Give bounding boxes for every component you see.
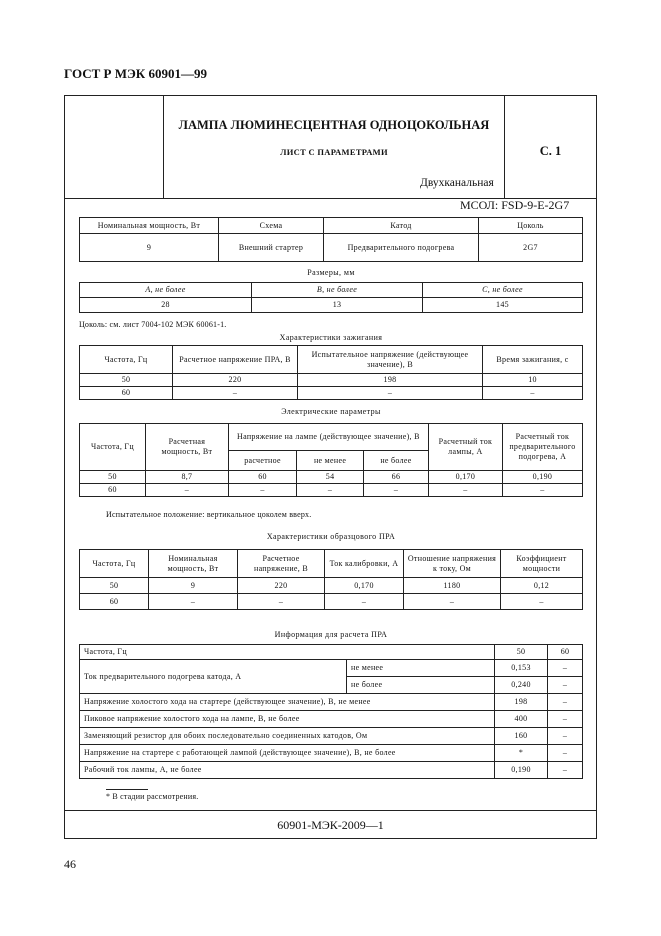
table-cell: Внешний стартер [219, 234, 324, 262]
table-header: Ток калибровки, А [325, 550, 404, 578]
table-cell: – [297, 484, 364, 497]
table-cell: 400 [495, 711, 548, 728]
table-header: Номинальная мощность, Вт [149, 550, 238, 578]
table-cell: – [548, 711, 583, 728]
table-row-label: не более [347, 677, 495, 694]
table-cell: 145 [423, 298, 583, 313]
table-header: Расчетный ток лампы, А [428, 424, 502, 471]
dim-a-header: A, не более [145, 285, 186, 294]
table-cell: – [173, 387, 298, 400]
lamp-type-label: Двухканальная [420, 177, 494, 189]
table-header [80, 283, 252, 298]
table-cell: – [548, 660, 583, 677]
table-cell: – [238, 594, 325, 610]
table-cell: 0,170 [325, 578, 404, 594]
table-cell: 1180 [404, 578, 501, 594]
table-header: расчетное [228, 451, 296, 471]
table-header: Расчетное напряжение ПРА, В [173, 346, 298, 374]
table-cell: – [298, 387, 483, 400]
table-cell: 54 [297, 471, 364, 484]
table-cell: 0,153 [495, 660, 548, 677]
table-header: Катод [324, 218, 479, 234]
table-cell: – [428, 484, 502, 497]
table-header: Расчетная мощность, Вт [145, 424, 228, 471]
table-row-label: Пиковое напряжение холостого хода на лампе, В, не более [80, 711, 495, 728]
table-cell: 28 [80, 298, 252, 313]
msol-code: МСОЛ: FSD-9-E-2G7 [460, 198, 570, 212]
table-cell: – [404, 594, 501, 610]
table-cell: – [325, 594, 404, 610]
table-row-label: Рабочий ток лампы, А, не более [80, 762, 495, 779]
table-header: Частота, Гц [80, 550, 149, 578]
footer-divider [64, 810, 597, 811]
table-row-label: Напряжение холостого хода на стартере (действующее значение), В, не менее [80, 694, 495, 711]
ballast-info-table [79, 644, 583, 779]
table-header: не менее [297, 451, 364, 471]
table-cell: 60 [80, 594, 149, 610]
document-number: 60901-МЭК-2009—1 [277, 818, 384, 832]
header-left-cell [64, 95, 164, 198]
table-cell: 2G7 [479, 234, 583, 262]
test-position-note: Испытательное положение: вертикальное цоколем вверх. [106, 510, 312, 519]
table-header: Расчетное напряжение, В [238, 550, 325, 578]
table-cell: 10 [483, 374, 583, 387]
page-number: 46 [64, 857, 76, 871]
table-cell: 198 [298, 374, 483, 387]
table-cell: – [364, 484, 429, 497]
table-cell: – [548, 677, 583, 694]
sheet-subtitle: ЛИСТ С ПАРАМЕТРАМИ [280, 147, 388, 157]
table-cell: 60 [548, 645, 583, 660]
table-header [252, 283, 423, 298]
table-cell: * [495, 745, 548, 762]
dimensions-table [79, 282, 583, 313]
table-header: Испытательное напряжение (действующее значение), В [298, 346, 483, 374]
table-cell: 0,240 [495, 677, 548, 694]
footnote-divider [106, 789, 148, 790]
dimensions-caption: Размеры, мм [307, 268, 355, 277]
electrical-caption: Электрические параметры [281, 407, 381, 416]
table-header: Отношение напряжения к току, Ом [404, 550, 501, 578]
table-cell: 160 [495, 728, 548, 745]
ignition-table [79, 345, 583, 400]
dim-b-header: B, не более [316, 285, 358, 294]
table-cell: 0,12 [501, 578, 583, 594]
table-cell: 50 [495, 645, 548, 660]
table-header: Частота, Гц [80, 346, 173, 374]
page-code: С. 1 [539, 144, 562, 158]
electrical-table [79, 423, 583, 497]
table-cell: 9 [149, 578, 238, 594]
table-header: Схема [219, 218, 324, 234]
table-cell: 198 [495, 694, 548, 711]
sheet-title: ЛАМПА ЛЮМИНЕСЦЕНТНАЯ ОДНОЦОКОЛЬНАЯ [178, 118, 490, 132]
table-cell: – [502, 484, 582, 497]
table-header: не более [364, 451, 429, 471]
table-row-label: Частота, Гц [80, 645, 495, 660]
standard-designation: ГОСТ Р МЭК 60901—99 [64, 66, 207, 81]
ballast-table [79, 549, 583, 610]
table-cell: 8,7 [145, 471, 228, 484]
table-cell: – [228, 484, 296, 497]
ballast-info-caption: Информация для расчета ПРА [274, 630, 388, 639]
table-cell: 13 [252, 298, 423, 313]
table-cell: 0,170 [428, 471, 502, 484]
table-row-label: Заменяющий резистор для обоих последовательно соединенных катодов, Ом [80, 728, 495, 745]
table-cell: 66 [364, 471, 429, 484]
table-cell: 9 [80, 234, 219, 262]
footnote: * В стадии рассмотрения. [106, 792, 199, 801]
table-header: Расчетный ток предварительного подогрева, А [502, 424, 582, 471]
table-cell: 50 [80, 471, 146, 484]
ballast-caption: Характеристики образцового ПРА [266, 532, 396, 541]
table-cell: 60 [80, 387, 173, 400]
main-params-table [79, 217, 583, 262]
table-cell: – [548, 728, 583, 745]
table-cell: 0,190 [495, 762, 548, 779]
table-cell: 60 [228, 471, 296, 484]
table-cell: 50 [80, 374, 173, 387]
dim-c-header: C, не более [482, 285, 523, 294]
table-header: Частота, Гц [80, 424, 146, 471]
table-cell: 220 [173, 374, 298, 387]
table-cell: – [548, 694, 583, 711]
table-cell: Предварительного подогрева [324, 234, 479, 262]
table-header [423, 283, 583, 298]
table-header: Время зажигания, с [483, 346, 583, 374]
ignition-caption: Характеристики зажигания [279, 333, 383, 342]
table-header: Цоколь [479, 218, 583, 234]
base-note: Цоколь: см. лист 7004-102 МЭК 60061-1. [79, 320, 227, 329]
table-cell: – [548, 745, 583, 762]
table-cell: – [548, 762, 583, 779]
table-cell: – [501, 594, 583, 610]
table-cell: – [149, 594, 238, 610]
table-row-label: Ток предварительного подогрева катода, А [80, 660, 347, 694]
table-header: Номинальная мощность, Вт [80, 218, 219, 234]
table-cell: 220 [238, 578, 325, 594]
table-row-label: не менее [347, 660, 495, 677]
table-cell: 60 [80, 484, 146, 497]
table-cell: 0,190 [502, 471, 582, 484]
table-row-label: Напряжение на стартере с работающей лампой (действующее значение), В, не более [80, 745, 495, 762]
table-cell: – [483, 387, 583, 400]
table-header: Коэффициент мощности [501, 550, 583, 578]
table-cell: – [145, 484, 228, 497]
table-header: Напряжение на лампе (действующее значение), В [228, 424, 428, 451]
table-cell: 50 [80, 578, 149, 594]
